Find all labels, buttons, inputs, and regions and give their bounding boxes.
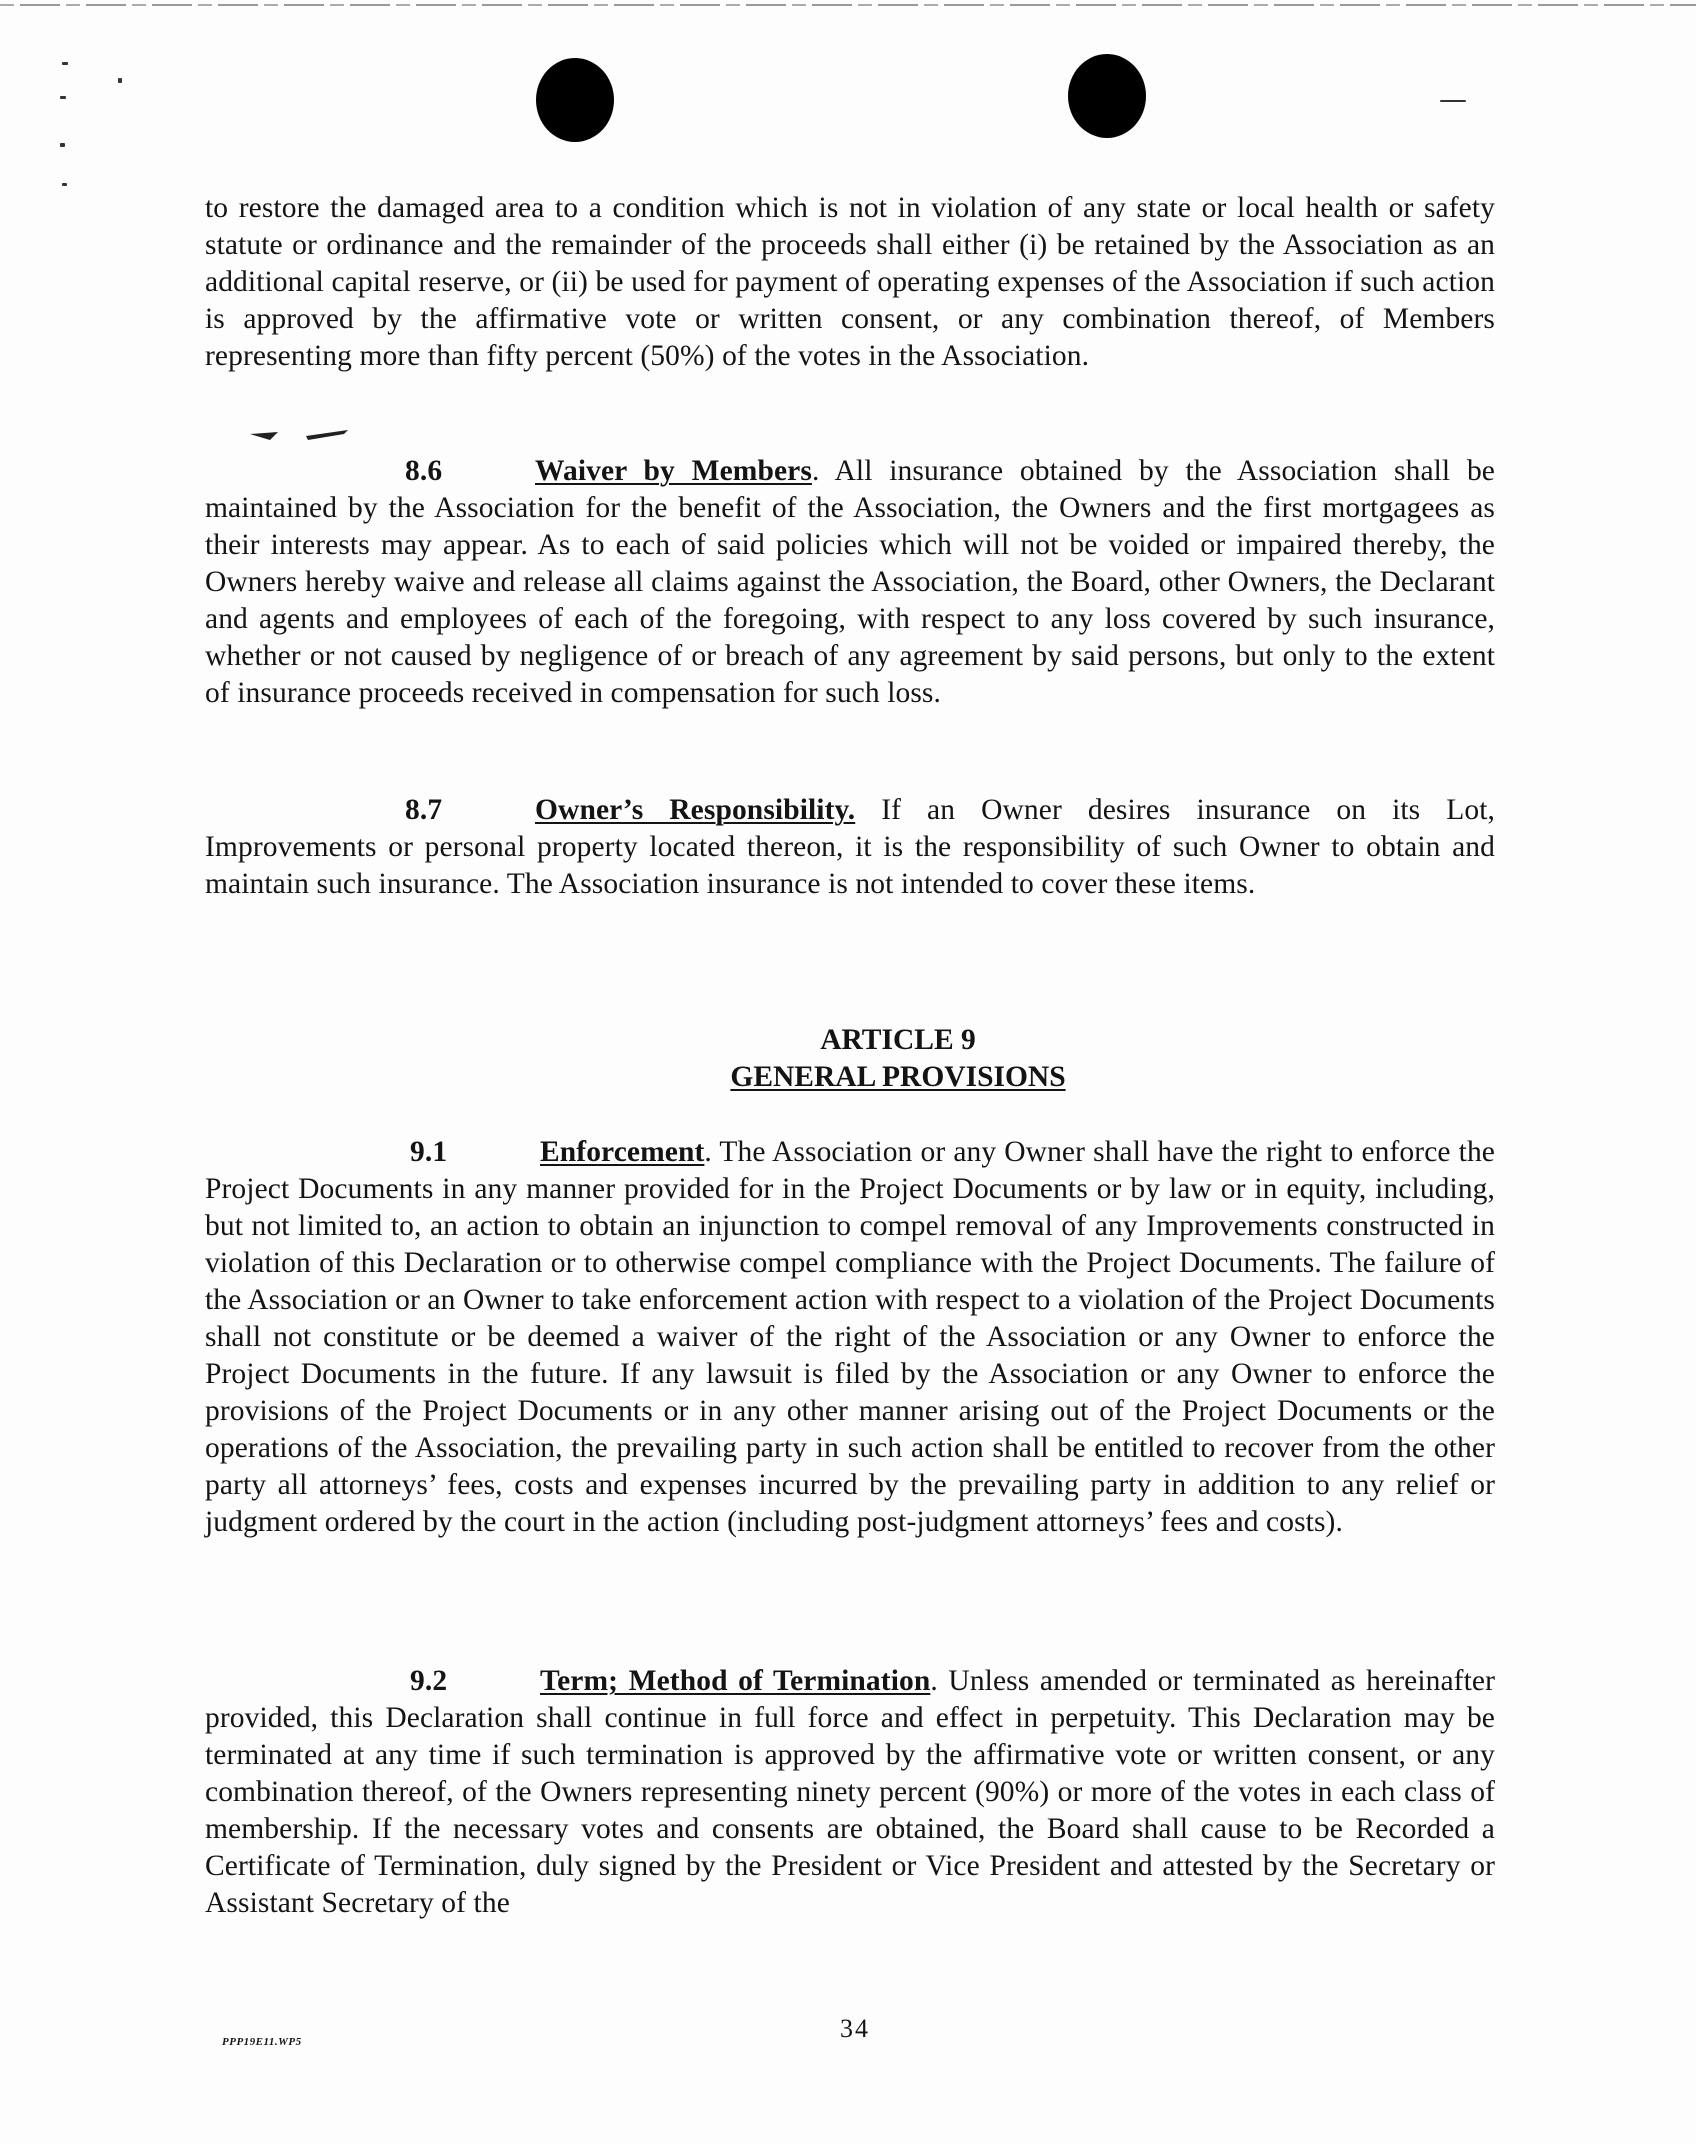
scan-speck: [60, 143, 65, 147]
punch-hole-right: [1068, 54, 1146, 138]
section-title: Term; Method of Termination: [540, 1665, 931, 1697]
scan-speck: [62, 183, 67, 186]
article-title: GENERAL PROVISIONS: [730, 1061, 1066, 1093]
section-8-6: [205, 453, 1495, 712]
continued-paragraph: [205, 190, 1495, 375]
section-body: . All insurance obtained by the Association shall be maintained by the Association for the benefit of the Association, the Owners and the first mortgagees as their interests may appear. As to each of said policies which will not be voided or impaired thereby, the Owners hereby waive and release all claims against the Association, the Board, other Owners, the Declarant and agents and employees of each of the foregoing, with respect to any loss covered by such insurance, whether or not caused by negligence of or breach of any agreement by said persons, but only to the extent of insurance proceeds received in compensation for such loss.: [205, 455, 1496, 709]
section-number: 8.6: [405, 455, 443, 487]
scan-speck: [118, 78, 122, 83]
section-body: If an Owner desires insurance on its Lot, Improvements or personal property located thereon, it is the responsibility of such Owner to obtain and maintain such insurance. The Association insurance is not intended to cover these items.: [205, 794, 1495, 900]
article-number: ARTICLE 9: [820, 1024, 976, 1056]
paragraph-text: to restore the damaged area to a condition which is not in violation of any state or local health or safety statute or ordinance and the remainder of the proceeds shall either (i) be retained by the Association as an additional capital reserve, or (ii) be used for payment of operating expenses of the Association if such action is approved by the affirmative vote or written consent, or any combination thereof, of Members representing more than fifty percent (50%) of the votes in the Association.: [205, 192, 1495, 372]
section-number: 8.7: [405, 794, 443, 826]
scan-mark: [248, 428, 352, 442]
section-body: . Unless amended or terminated as hereinafter provided, this Declaration shall continue in full force and effect in perpetuity. This Declaration may be terminated at any time if such termination is approved by the affirmative vote or written consent, or any combination thereof, of the Owners representing ninety percent (90%) or more of the votes in each class of membership. If the necessary votes and consents are obtained, the Board shall cause to be Recorded a Certificate of Termination, duly signed by the President or Vice President and attested by the Secretary or Assistant Secretary of the: [205, 1665, 1495, 1919]
section-title: Owner’s Responsibility.: [535, 794, 856, 826]
section-number: 9.1: [410, 1136, 448, 1168]
scan-speck: [60, 96, 66, 99]
section-number: 9.2: [410, 1665, 448, 1697]
punch-hole-left: [536, 58, 614, 142]
section-9-2: [205, 1663, 1495, 1922]
section-title: Enforcement: [540, 1136, 705, 1168]
scan-speck: [1440, 100, 1466, 102]
section-title: Waiver by Members: [535, 455, 812, 487]
section-body: . The Association or any Owner shall have the right to enforce the Project Documents in any manner provided for in the Project Documents or by law or in equity, including, but not limited to, an action to obtain an injunction to compel removal of any Improvements constructed in violation of this Declaration or to otherwise compel compliance with the Project Documents. The failure of the Association or an Owner to take enforcement action with respect to a violation of the Project Documents shall not constitute or be deemed a waiver of the right of the Association or any Owner to enforce the Project Documents in the future. If any lawsuit is filed by the Association or any Owner to enforce the provisions of the Project Documents or in any other manner arising out of the Project Documents or the operations of the Association, the prevailing party in such action shall be entitled to recover from the other party all attorneys’ fees, costs and expenses incurred by the prevailing party in addition to any relief or judgment ordered by the court in the action (including post-judgment attorneys’ fees and costs).: [205, 1136, 1495, 1538]
section-9-1: [205, 1134, 1495, 1541]
page-number: 34: [840, 2014, 870, 2043]
file-code: PPP19E11.WP5: [222, 2036, 302, 2048]
scan-top-edge: [0, 4, 1696, 6]
section-8-7: [205, 792, 1495, 903]
scan-speck: [62, 62, 68, 65]
